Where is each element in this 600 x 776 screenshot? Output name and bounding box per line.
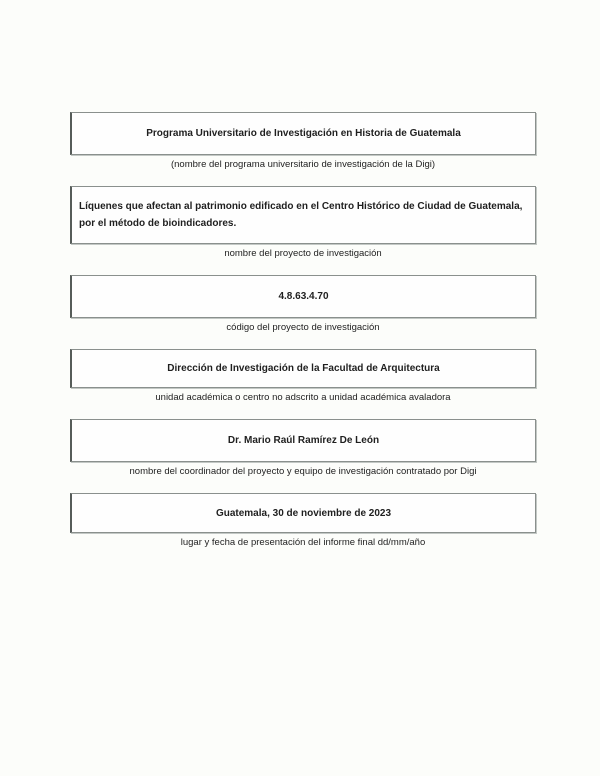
place-date-caption: lugar y fecha de presentación del informe final dd/mm/año xyxy=(180,537,426,548)
field-program xyxy=(70,112,536,171)
project-code-box: 4.8.63.4.70 xyxy=(70,275,536,318)
coordinator-caption: nombre del coordinador del proyecto y equipo de investigación contratado por Digi xyxy=(129,466,477,477)
program-box: Programa Universitario de Investigación en Historia de Guatemala xyxy=(70,112,536,155)
field-coordinator xyxy=(70,419,536,478)
field-academic-unit xyxy=(70,349,536,404)
field-place-date xyxy=(70,493,536,549)
project-code-caption: código del proyecto de investigación xyxy=(226,322,380,333)
field-project-code xyxy=(70,275,536,334)
project-name-caption: nombre del proyecto de investigación xyxy=(224,248,382,259)
project-name-box: Líquenes que afectan al patrimonio edificado en el Centro Histórico de Ciudad de Guatemala, por el método de bioindicadores. xyxy=(70,186,536,244)
academic-unit-caption: unidad académica o centro no adscrito a unidad académica avaladora xyxy=(155,392,451,403)
place-date-box: Guatemala, 30 de noviembre de 2023 xyxy=(70,493,536,533)
program-caption: (nombre del programa universitario de investigación de la Digi) xyxy=(170,159,436,170)
field-project-name xyxy=(70,186,536,260)
academic-unit-box: Dirección de Investigación de la Facultad de Arquitectura xyxy=(70,349,536,388)
coordinator-box: Dr. Mario Raúl Ramírez De León xyxy=(70,419,536,462)
